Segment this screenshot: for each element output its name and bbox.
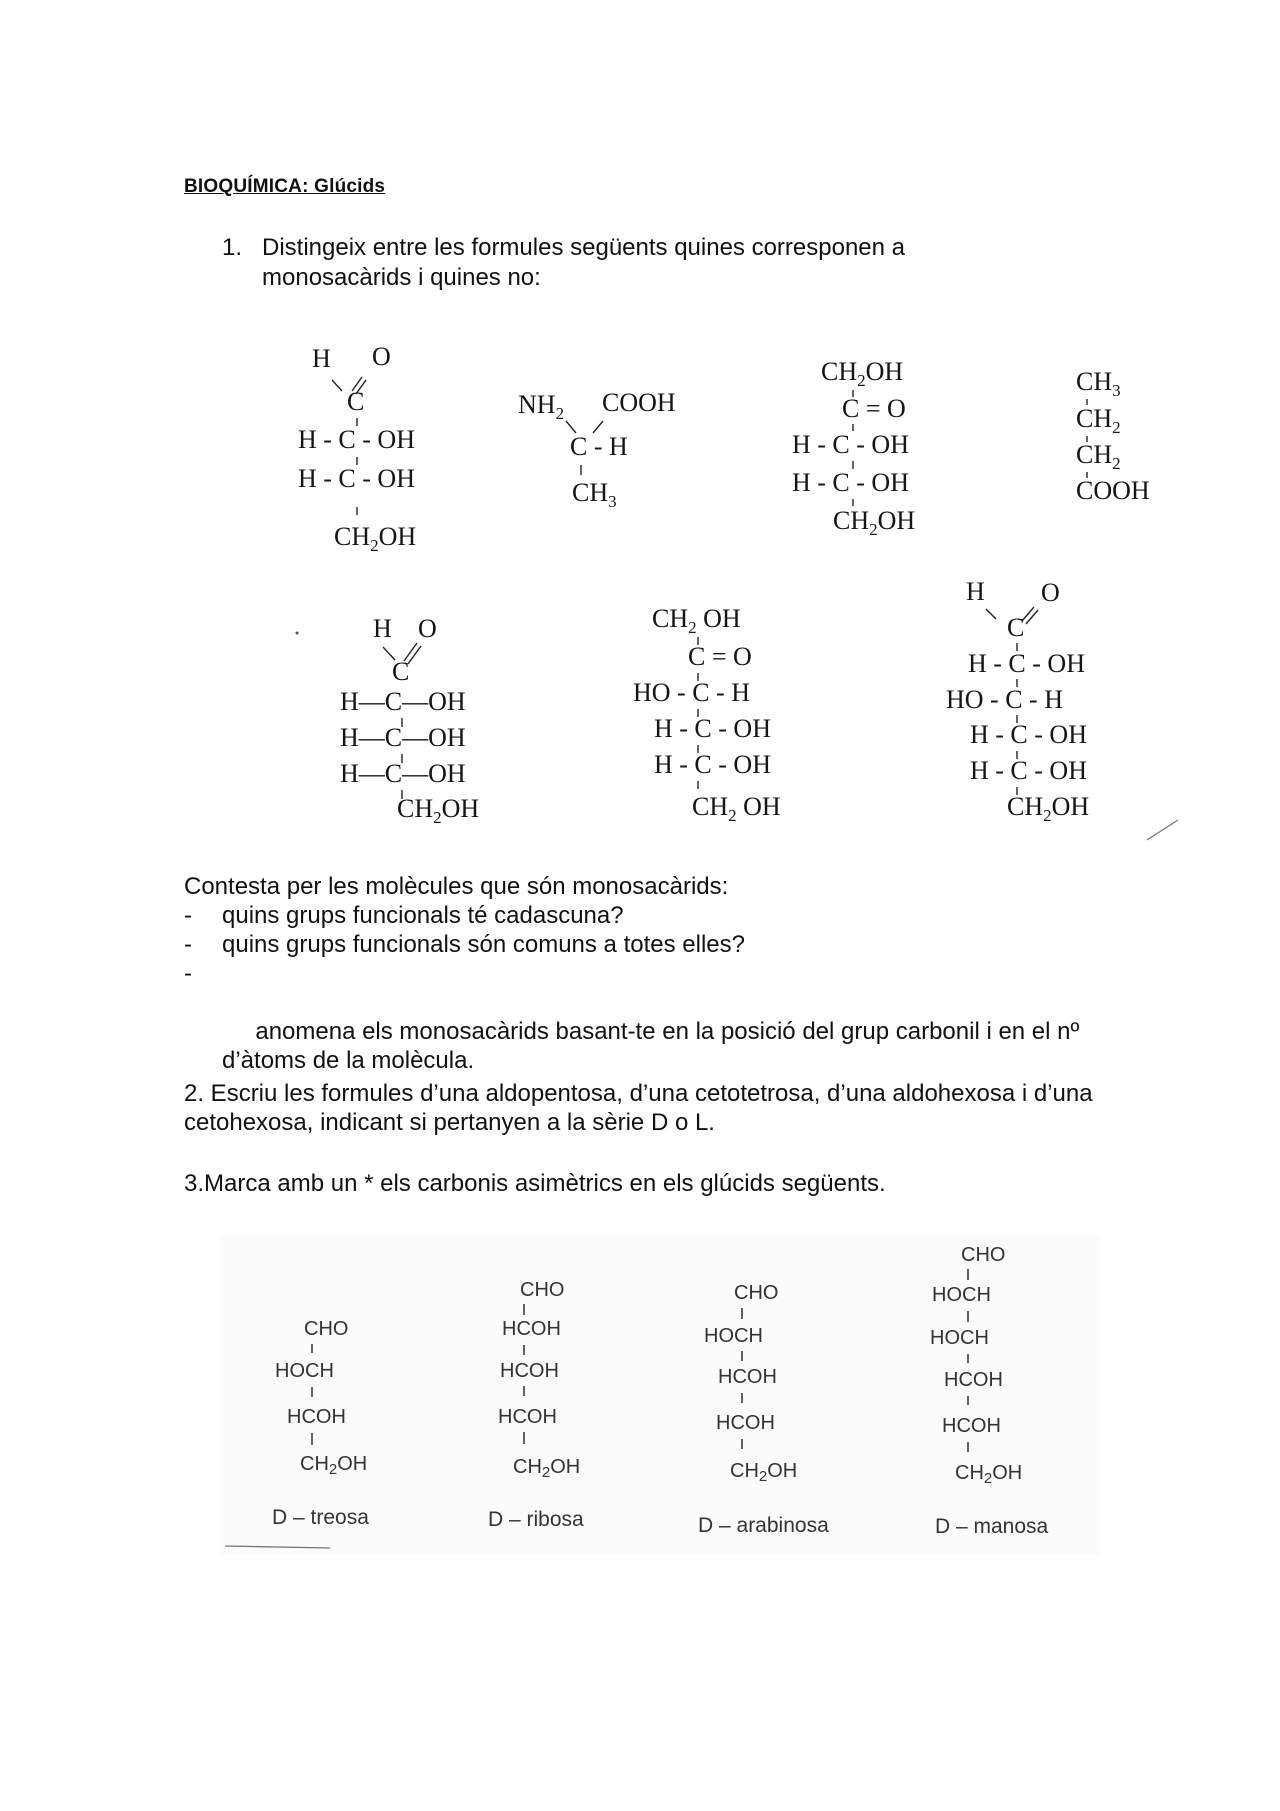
sugar-row: HOCH [704,1325,763,1347]
bullet-text: anomena els monosacàrids basant-te en la posició del grup carbonil i en el nº d’àtoms de la molècula. [222,1018,1086,1074]
contesta-text: Contesta per les molècules que són monosacàrids: [184,873,729,900]
sugar-row: HCOH [287,1406,346,1428]
f5-c: C [392,657,410,686]
bullet-dash: - [184,931,192,958]
sugar-row: HCOH [498,1406,557,1428]
f3-row2: H - C - OH [792,468,909,497]
f5-h: H [373,614,392,643]
f3-row1: H - C - OH [792,430,909,459]
f7-row3: H - C - OH [970,720,1087,749]
sugar-name: D – treosa [272,1506,369,1529]
f7-ch2oh: $CH_2OH$ [1007,792,1090,825]
f6-co: C = O [688,642,752,671]
f1-h: H [312,344,331,373]
sugar-row: HCOH [944,1369,1003,1391]
scan-mark [1147,820,1178,840]
formula-4 [1076,367,1150,505]
f6-ch2oh-top: $CH_2$ OH [652,604,741,637]
f2-nh2: $NH_2$ [518,390,565,423]
formula-5 [340,614,479,827]
question-1-number: 1. [222,234,243,261]
sugar-row: CHO [734,1282,779,1304]
f6-row2: H - C - OH [654,714,771,743]
f3-ch2oh-top: $CH_2OH$ [821,357,904,390]
formula-3 [792,357,915,539]
f2-cooh: COOH [602,388,676,417]
f1-row2: H - C - OH [298,464,415,493]
f7-row1: H - C - OH [968,649,1085,678]
bullet-list [184,901,1114,1104]
f7-row4: H - C - OH [970,756,1087,785]
sugar-row-ch2oh: $CH_2OH$ [300,1453,368,1478]
formula-1 [298,342,416,555]
f1-c: C [347,387,365,416]
sugar-row: HCOH [502,1318,561,1340]
bullet-item [184,901,1114,930]
question-1 [222,233,1042,295]
sugar-row: HOCH [932,1284,991,1306]
f7-o: O [1041,578,1060,607]
f3-co: C = O [842,394,906,423]
f6-row1: HO - C - H [633,678,750,707]
sugar-row: HCOH [716,1412,775,1434]
f6-ch2oh-end: $CH_2$ OH [692,792,781,825]
sugar-row-ch2oh: $CH_2OH$ [955,1462,1023,1487]
formula-6 [633,604,781,825]
bullet-dash: - [184,960,192,987]
sugars-figure [220,1235,1120,1565]
f5-o: O [418,614,437,643]
f1-row1: H - C - OH [298,425,415,454]
f2-ch: C - H [570,432,628,461]
sugar-row: HCOH [718,1366,777,1388]
f7-row2: HO - C - H [946,685,1063,714]
f4-ch2-b: $CH_2$ [1076,440,1121,473]
sugar-name: D – arabinosa [698,1514,829,1537]
f5-row1: H—C—OH [340,687,466,716]
sugar-row: CHO [304,1318,349,1340]
bullet-text: quins grups funcionals té cadascuna? [222,902,624,929]
f4-ch3: $CH_3$ [1076,367,1121,400]
bullet-dash: - [184,902,192,929]
sugar-row: CHO [520,1279,565,1301]
f6-row3: H - C - OH [654,750,771,779]
sugar-row-ch2oh: $CH_2OH$ [730,1460,798,1485]
question-3-text: 3.Marca amb un * els carbonis asimètrics en els glúcids següents. [184,1170,886,1197]
scan-dot [296,632,299,635]
sugar-row-ch2oh: $CH_2OH$ [513,1456,581,1481]
bullet-text: quins grups funcionals són comuns a totes elles? [222,931,745,958]
f3-ch2oh-end: $CH_2OH$ [833,506,916,539]
sugar-row: CHO [961,1244,1006,1266]
question-2-text: 2. Escriu les formules d’una aldopentosa, d’una cetotetrosa, d’una aldohexosa i d’una cetohexosa, indicant si pertanyen a la sèrie D o L. [184,1080,1093,1136]
formula-2 [518,388,676,511]
f4-ch2-a: $CH_2$ [1076,404,1121,437]
f5-row2: H—C—OH [340,723,466,752]
f4-cooh: COOH [1076,476,1150,505]
formulas-figure [280,335,1200,855]
f2-ch3: $CH_3$ [572,478,617,511]
f7-c: C [1007,613,1025,642]
formula-7 [946,577,1089,825]
f7-h: H [966,577,985,606]
sugar-row: HOCH [930,1327,989,1349]
sugar-row: HCOH [500,1360,559,1382]
sugar-row: HCOH [942,1415,1001,1437]
question-1-text: Distingeix entre les formules següents quines corresponen a monosacàrids i quines no: [262,234,906,291]
f5-row3: H—C—OH [340,759,466,788]
f1-o: O [372,342,391,371]
sugar-row: HOCH [275,1360,334,1382]
document-title: BIOQUÍMICA: Glúcids [184,176,386,197]
bullet-item [184,930,1114,959]
f5-ch2oh: $CH_2OH$ [397,794,480,827]
sugar-name: D – ribosa [488,1508,584,1531]
f1-ch2oh: $CH_2OH$ [334,522,417,555]
sugar-name: D – manosa [935,1515,1049,1538]
